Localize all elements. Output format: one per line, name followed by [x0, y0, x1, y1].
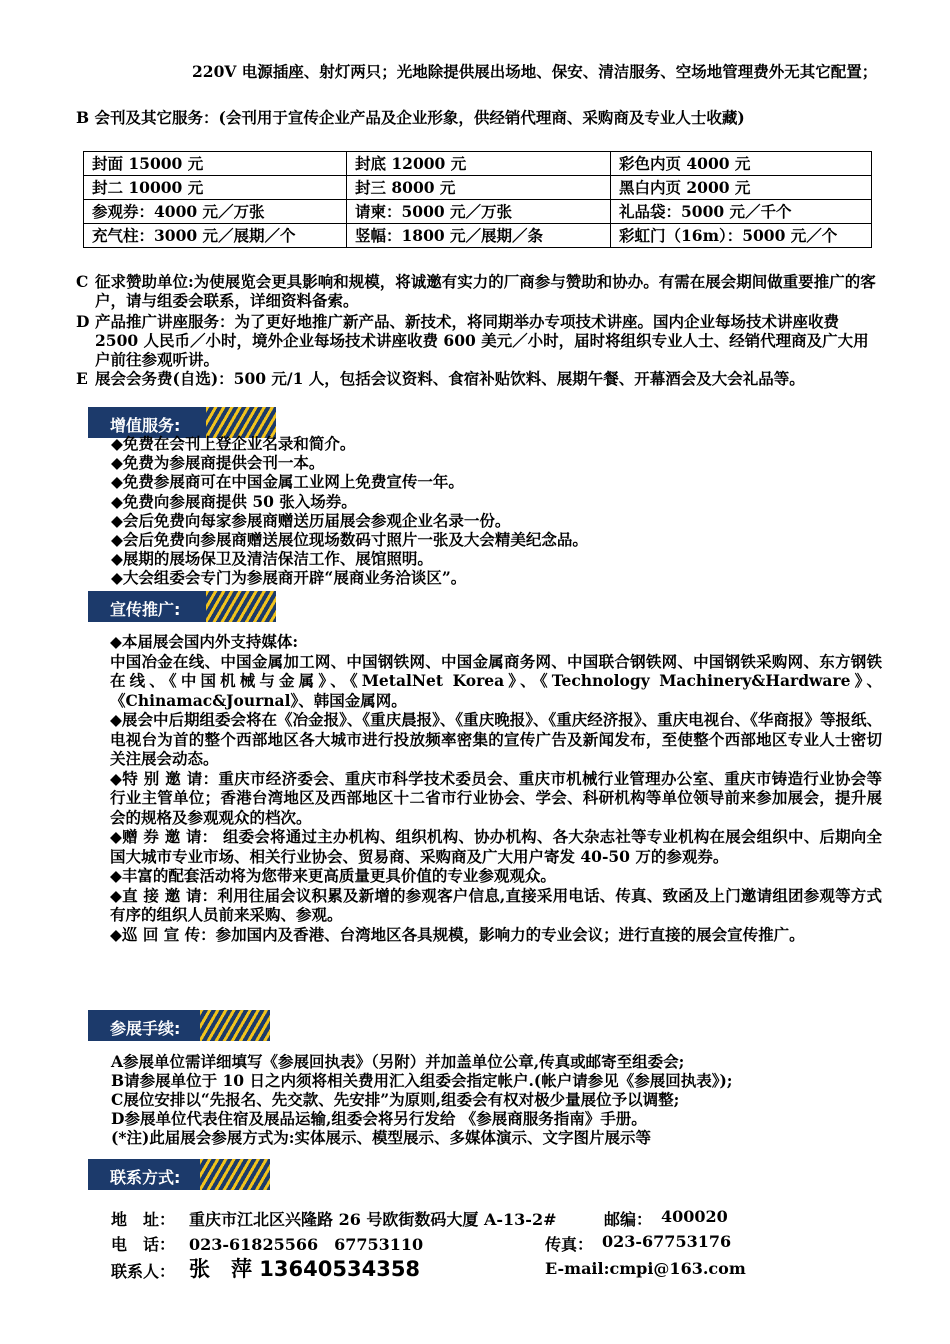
list-item: ◆免费向参展商提供 50 张入场券。 [111, 491, 357, 511]
phone-label: 电 话： [111, 1235, 176, 1254]
fee-table [83, 151, 872, 248]
table-row [84, 176, 872, 200]
section-d [76, 312, 882, 369]
table-cell: 竖幅：1800 元／展期／条 [347, 224, 611, 248]
list-item: ◆会后免费向每家参展商赠送历届展会参观企业名录一份。 [111, 510, 511, 530]
table-cell: 彩色内页 4000 元 [611, 152, 872, 176]
fax-value: 023-67753176 [602, 1232, 732, 1251]
value-added-list [111, 434, 881, 588]
contact-header-label: 联系方式: [110, 1168, 181, 1187]
table-cell: 封面 15000 元 [84, 152, 347, 176]
promotion-paragraph: ◆本届展会国内外支持媒体: [110, 632, 299, 651]
list-item: ◆免费为参展商提供会刊一本。 [111, 453, 325, 473]
phone-value: 023-61825566 67753110 [189, 1235, 424, 1254]
address-value: 重庆市江北区兴隆路 26 号欧街数码大厦 A-13-2# [189, 1210, 557, 1229]
list-item: ◆展期的展场保卫及清洁保洁工作、展馆照明。 [111, 549, 433, 569]
list-item: ◆免费在会刊上登企业名录和简介。 [111, 434, 356, 453]
postcode-value: 400020 [661, 1207, 728, 1226]
promotion-paragraph: 中国冶金在线、中国金属加工网、中国钢铁网、中国金属商务网、中国联合钢铁网、中国钢铁采购网、东方钢铁在线、《中国机械与金属》、《MetalNet Korea》、《Technology Machinery&Hardware》、《Chinamac&Journal》、韩国金属网。 [110, 651, 882, 710]
procedure-list [111, 1052, 883, 1147]
section-c [76, 272, 882, 310]
promotion-paragraph: ◆展会中后期组委会将在《冶金报》、《重庆晨报》、《重庆晚报》、《重庆经济报》、重庆电视台、《华商报》等报纸、电视台为首的整个西部地区各大城市进行投放频率密集的宣传广告及新闻发布，至使整个西部地区专业人士密切关注展会动态。 [110, 710, 882, 768]
list-item: ◆大会组委会专门为参展商开辟“展商业务洽谈区”。 [111, 568, 467, 588]
contact-header [88, 1159, 270, 1190]
promotion-header [88, 591, 276, 622]
procedure-header [88, 1010, 270, 1041]
promotion-header-label: 宣传推广: [110, 600, 181, 619]
promotion-paragraph: ◆丰富的配套活动将为您带来更高质量更具价值的专业参观观众。 [110, 866, 556, 885]
header-stripe-decoration [200, 1159, 270, 1190]
person-value: 张 萍 13640534358 [189, 1257, 421, 1281]
section-c-text: 征求赞助单位:为使展览会更具影响和规模，将诚邀有实力的厂商参与赞助和协办。有需在展会期间做重要推广的客户，请与组委会联系，详细资料备索。 [95, 272, 876, 310]
section-e-text: 展会会务费(自选)：500 元/1 人，包括会议资料、食宿补贴饮料、展期午餐、开幕酒会及大会礼品等。 [95, 369, 805, 388]
section-d-text: 产品推广讲座服务：为了更好地推广新产品、新技术，将同期举办专项技术讲座。国内企业每场技术讲座收费 2500 人民币／小时，境外企业每场技术讲座收费 600 美元／小时，届时将组织专业人士、经销代理商及广大用户前往参观听讲。 [95, 312, 869, 369]
header-stripe-decoration [206, 591, 276, 622]
list-item: D参展单位代表住宿及展品运输,组委会将另行发给 《参展商服务指南》手册。 [111, 1109, 647, 1128]
promotion-paragraph: ◆巡 回 宣 传：参加国内及香港、台湾地区各具规模，影响力的专业会议；进行直接的展会宣传推广。 [110, 924, 805, 944]
header-stripe-decoration [200, 1010, 270, 1041]
section-e-label: E [76, 369, 88, 388]
table-cell: 礼品袋：5000 元／千个 [611, 200, 872, 224]
person-label: 联系人： [111, 1262, 176, 1281]
table-cell: 封三 8000 元 [347, 176, 611, 200]
table-cell: 请柬：5000 元／万张 [347, 200, 611, 224]
section-b-label: B [76, 108, 90, 127]
value-added-header-label: 增值服务: [110, 416, 181, 435]
table-row [84, 200, 872, 224]
section-d-label: D [76, 312, 90, 331]
table-cell: 彩虹门（16m）：5000 元／个 [611, 224, 872, 248]
table-cell: 充气柱：3000 元／展期／个 [84, 224, 347, 248]
table-cell: 封二 10000 元 [84, 176, 347, 200]
table-cell: 参观券：4000 元／万张 [84, 200, 347, 224]
promotion-section [110, 632, 882, 944]
fax-label: 传真： [545, 1235, 594, 1254]
postcode-label: 邮编： [604, 1210, 653, 1229]
address-label: 地 址： [111, 1210, 176, 1229]
table-cell: 黑白内页 2000 元 [611, 176, 872, 200]
table-cell: 封底 12000 元 [347, 152, 611, 176]
intro-text: 220V 电源插座、射灯两只；光地除提供展出场地、保安、清洁服务、空场地管理费外无其它配置； [192, 62, 878, 81]
promotion-paragraph: ◆赠 券 邀 请： 组委会将通过主办机构、组织机构、协办机构、各大杂志社等专业机构在展会组织中、后期向全国大城市专业市场、相关行业协会、贸易商、采购商及广大用户寄发 40-50 万的参观券。 [110, 827, 882, 866]
table-row [84, 224, 872, 248]
list-item: ◆免费参展商可在中国金属工业网上免费宣传一年。 [111, 472, 464, 492]
table-row [84, 152, 872, 176]
list-item: A参展单位需详细填写《参展回执表》（另附）并加盖单位公章,传真或邮寄至组委会; [111, 1052, 685, 1071]
section-c-label: C [76, 272, 89, 291]
section-b [76, 108, 882, 127]
list-item: C展位安排以“先报名、先交款、先安排”为原则,组委会有权对极少量展位予以调整; [111, 1090, 680, 1109]
list-item: (*注)此届展会参展方式为:实体展示、模型展示、多媒体演示、文字图片展示等 [111, 1128, 651, 1147]
promotion-paragraph: ◆特 别 邀 请：重庆市经济委会、重庆市科学技术委员会、重庆市机械行业管理办公室、重庆市铸造行业协会等行业主管单位；香港台湾地区及西部地区十二省市行业协会、学会、科研机构等单位领导前来参加展会，提升展会的规格及参观观众的档次。 [110, 768, 882, 827]
promotion-paragraph: ◆直 接 邀 请：利用往届会议积累及新增的参观客户信息,直接采用电话、传真、致函及上门邀请组团参观等方式有序的组织人员前来采购、参观。 [110, 885, 882, 924]
email-value: E-mail:cmpi@163.com [545, 1259, 746, 1278]
procedure-header-label: 参展手续: [110, 1019, 181, 1038]
list-item: ◆会后免费向参展商赠送展位现场数码寸照片一张及大会精美纪念品。 [111, 530, 588, 550]
section-e [76, 369, 882, 388]
section-b-text: 会刊及其它服务：(会刊用于宣传企业产品及企业形象，供经销代理商、采购商及专业人士收藏) [94, 108, 745, 127]
list-item: B请参展单位于 10 日之内须将相关费用汇入组委会指定帐户.(帐户请参见《参展回执表》); [111, 1071, 733, 1090]
